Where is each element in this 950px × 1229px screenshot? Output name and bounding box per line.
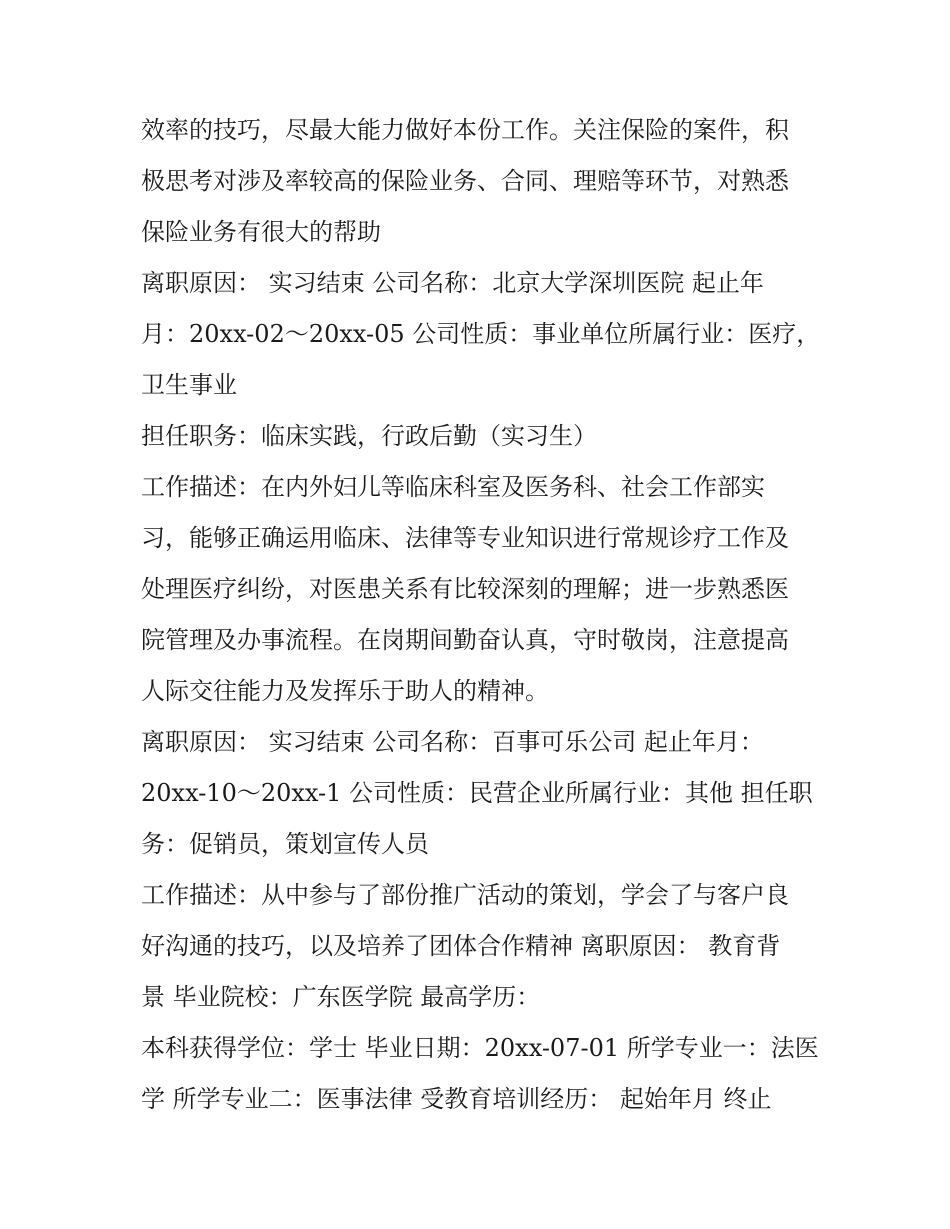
text-line: 工作描述：从中参与了部份推广活动的策划，学会了与客户良: [141, 881, 789, 909]
text-line: 卫生事业: [141, 371, 237, 399]
text-line: 离职原因： 实习结束 公司名称：北京大学深圳医院 起止年: [141, 269, 764, 297]
text-line: 习，能够正确运用临床、法律等专业知识进行常规诊疗工作及: [141, 524, 789, 552]
text-line: 院管理及办事流程。在岗期间勤奋认真，守时敬岗，注意提高: [141, 626, 789, 654]
text-line: 工作描述：在内外妇儿等临床科室及医务科、社会工作部实: [141, 473, 765, 501]
text-line: 学 所学专业二：医事法律 受教育培训经历： 起始年月 终止: [141, 1085, 772, 1113]
text-line: 好沟通的技巧，以及培养了团体合作精神 离职原因： 教育背: [141, 932, 781, 960]
text-line: 月：20xx-02～20xx-05 公司性质：事业单位所属行业：医疗，: [141, 320, 821, 348]
text-line: 效率的技巧，尽最大能力做好本份工作。关注保险的案件，积: [141, 116, 789, 144]
text-line: 担任职务：临床实践，行政后勤（实习生）: [141, 422, 597, 450]
text-line: 人际交往能力及发挥乐于助人的精神。: [141, 677, 549, 705]
text-line: 离职原因： 实习结束 公司名称：百事可乐公司 起止年月：: [141, 728, 764, 756]
text-line: 极思考对涉及率较高的保险业务、合同、理赔等环节，对熟悉: [141, 167, 789, 195]
text-line: 务：促销员，策划宣传人员: [141, 830, 429, 858]
text-line: 20xx-10～20xx-1 公司性质：民营企业所属行业：其他 担任职: [141, 779, 813, 807]
body-text: [141, 105, 821, 1125]
text-line: 景 毕业院校：广东医学院 最高学历：: [141, 983, 541, 1011]
text-line: 处理医疗纠纷，对医患关系有比较深刻的理解；进一步熟悉医: [141, 575, 789, 603]
text-line: 本科获得学位：学士 毕业日期：20xx-07-01 所学专业一：法医: [141, 1034, 819, 1062]
text-line: 保险业务有很大的帮助: [141, 218, 381, 246]
